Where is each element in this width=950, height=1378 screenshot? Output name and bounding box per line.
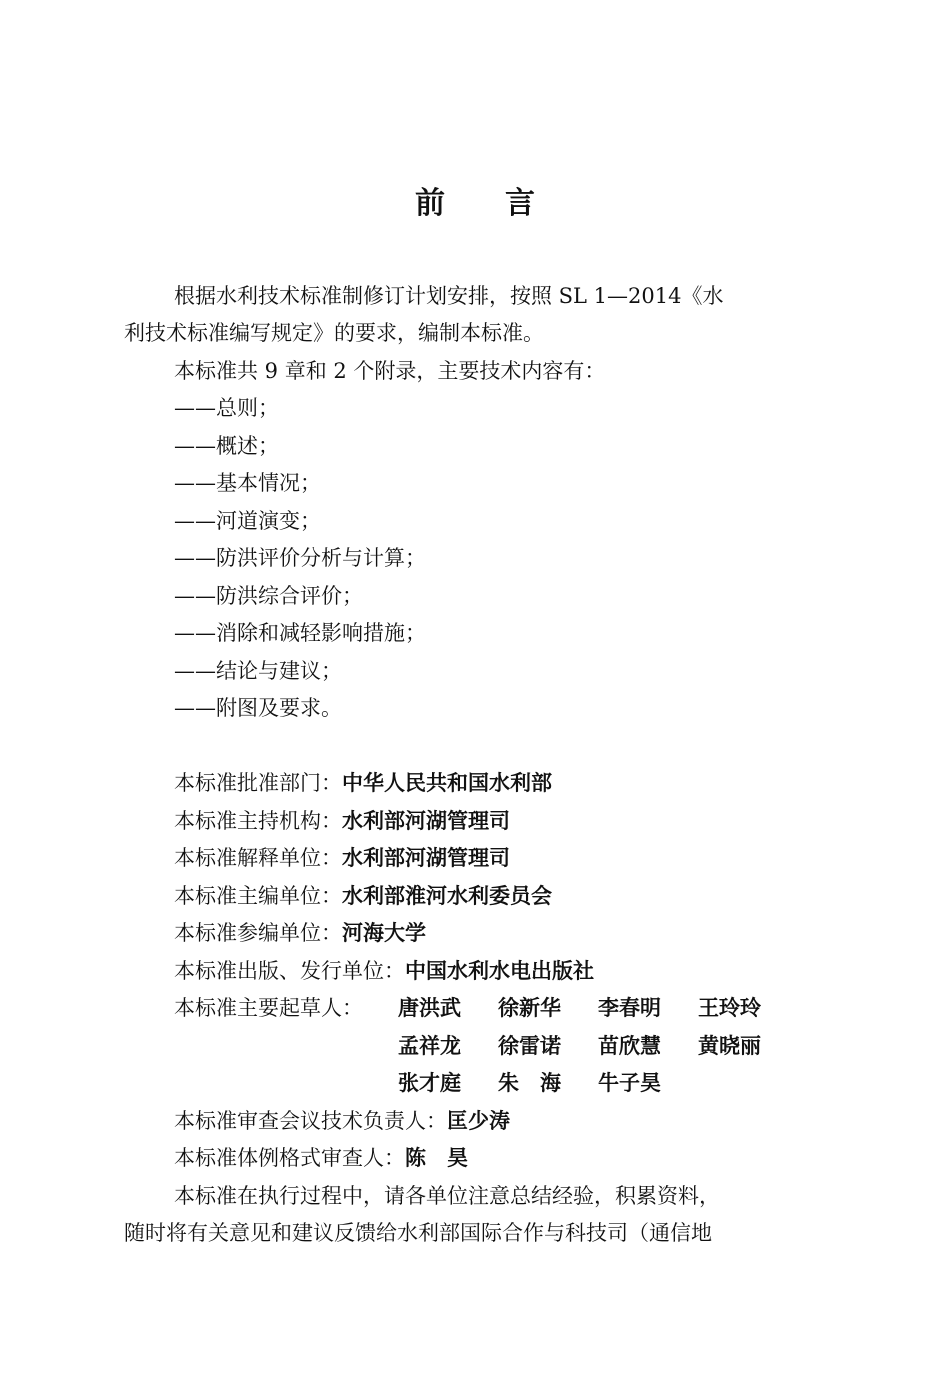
host-value: 水利部河湖管理司	[342, 809, 510, 833]
list-item: ——河道演变；	[174, 509, 321, 533]
drafter-name: 李春明	[598, 996, 661, 1020]
host-row	[174, 803, 510, 841]
format-reviewer-label: 本标准体例格式审查人：	[174, 1146, 405, 1170]
coeditor-label: 本标准参编单位：	[174, 921, 342, 945]
title-char-1: 前	[415, 186, 445, 221]
reviewer-row	[174, 1103, 510, 1141]
approver-label: 本标准批准部门：	[174, 771, 342, 795]
drafter-name: 张才庭	[398, 1071, 461, 1095]
drafter-name: 孟祥龙	[398, 1034, 461, 1058]
drafter-name: 徐新华	[498, 996, 561, 1020]
list-item: ——消除和减轻影响措施；	[174, 621, 426, 645]
drafter-name: 黄晓丽	[698, 1034, 761, 1058]
list-item: ——基本情况；	[174, 471, 321, 495]
publisher-value: 中国水利水电出版社	[405, 959, 594, 983]
list-item: ——防洪综合评价；	[174, 584, 363, 608]
drafters-names-row-1	[398, 990, 798, 1028]
approver-row	[174, 765, 552, 803]
publisher-row	[174, 953, 594, 991]
coeditor-row	[174, 915, 426, 953]
editor-value: 水利部淮河水利委员会	[342, 884, 552, 908]
interpreter-label: 本标准解释单位：	[174, 846, 342, 870]
intro-line-1: 根据水利技术标准制修订计划安排，按照 SL 1—2014《水	[174, 284, 724, 308]
interpreter-value: 水利部河湖管理司	[342, 846, 510, 870]
drafters-names-row-3	[398, 1065, 698, 1103]
approver-value: 中华人民共和国水利部	[342, 771, 552, 795]
host-label: 本标准主持机构：	[174, 809, 342, 833]
drafter-name: 牛子昊	[598, 1071, 661, 1095]
editor-label: 本标准主编单位：	[174, 884, 342, 908]
list-item: ——附图及要求。	[174, 696, 342, 720]
intro-line-2: 利技术标准编写规定》的要求，编制本标准。	[124, 321, 544, 345]
title-char-2: 言	[505, 186, 535, 221]
intro-line-3: 本标准共 9 章和 2 个附录，主要技术内容有：	[174, 359, 606, 383]
reviewer-value: 匡少涛	[447, 1109, 510, 1133]
closing-line-2: 随时将有关意见和建议反馈给水利部国际合作与科技司（通信地	[124, 1221, 712, 1245]
reviewer-label: 本标准审查会议技术负责人：	[174, 1109, 447, 1133]
list-item: ——结论与建议；	[174, 659, 342, 683]
editor-row	[174, 878, 552, 916]
publisher-label: 本标准出版、发行单位：	[174, 959, 405, 983]
list-item: ——概述；	[174, 434, 279, 458]
list-item: ——总则；	[174, 396, 279, 420]
drafter-name: 王玲玲	[698, 996, 761, 1020]
drafter-name: 唐洪武	[398, 996, 461, 1020]
drafters-names-row-2	[398, 1028, 798, 1066]
closing-line-1: 本标准在执行过程中，请各单位注意总结经验，积累资料，	[174, 1184, 720, 1208]
drafters-row	[174, 990, 363, 1028]
coeditor-value: 河海大学	[342, 921, 426, 945]
list-item: ——防洪评价分析与计算；	[174, 546, 426, 570]
format-reviewer-value: 陈 昊	[405, 1146, 468, 1170]
page-title	[0, 178, 950, 222]
drafter-name: 徐雷诺	[498, 1034, 561, 1058]
drafters-label: 本标准主要起草人：	[174, 996, 363, 1020]
drafter-name: 朱 海	[498, 1071, 561, 1095]
interpreter-row	[174, 840, 510, 878]
drafter-name: 苗欣慧	[598, 1034, 661, 1058]
format-reviewer-row	[174, 1140, 468, 1178]
